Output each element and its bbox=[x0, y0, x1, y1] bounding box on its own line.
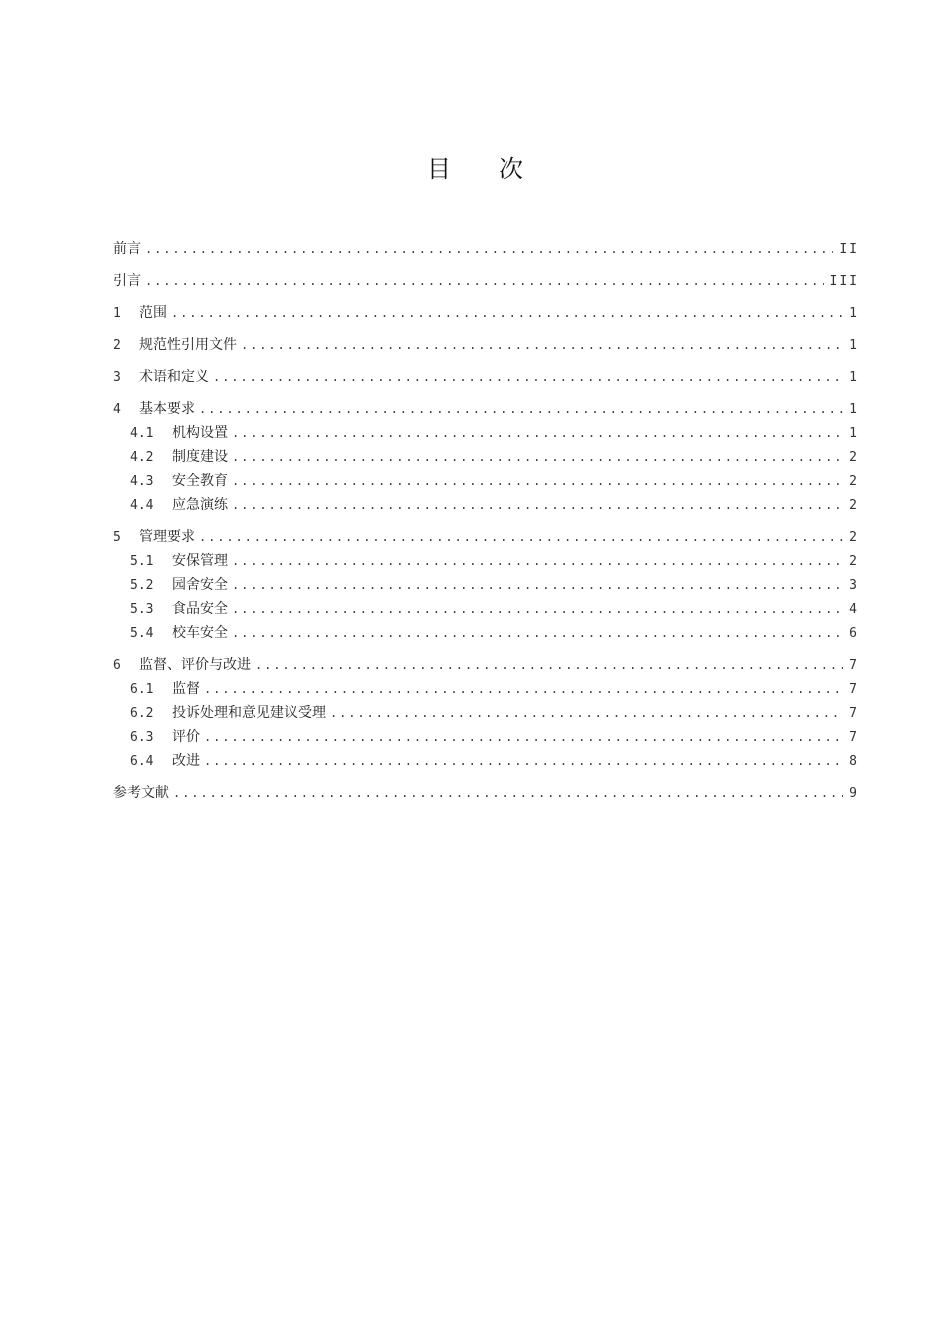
toc-dot-leader bbox=[241, 333, 843, 357]
toc-entry-label: 机构设置 bbox=[172, 425, 228, 441]
toc-entry-label: 管理要求 bbox=[139, 529, 195, 545]
toc-entry-label: 园舍安全 bbox=[172, 577, 228, 593]
toc-entry-page-number: 3 bbox=[849, 578, 859, 593]
toc-entry-page-number: 7 bbox=[849, 730, 859, 745]
toc-dot-leader bbox=[145, 237, 833, 261]
toc-dot-leader bbox=[213, 365, 843, 389]
toc-dot-leader bbox=[232, 445, 843, 469]
toc-entry-label: 应急演练 bbox=[172, 497, 228, 513]
toc-entry[interactable] bbox=[113, 301, 859, 325]
toc-entry[interactable] bbox=[113, 597, 859, 621]
toc-entry-number: 6.3 bbox=[130, 730, 154, 745]
toc-entry[interactable] bbox=[113, 781, 859, 805]
toc-entry-number: 6 bbox=[113, 658, 121, 673]
toc-entry-number: 4 bbox=[113, 402, 121, 417]
toc-entry-number: 5.3 bbox=[130, 602, 154, 617]
toc-entry[interactable] bbox=[113, 549, 859, 573]
toc-entry[interactable] bbox=[113, 469, 859, 493]
table-of-contents bbox=[113, 237, 859, 805]
toc-entry-number: 5.4 bbox=[130, 626, 154, 641]
toc-entry-page-number: 1 bbox=[849, 426, 859, 441]
toc-entry-label: 校车安全 bbox=[172, 625, 228, 641]
toc-entry-number: 4.2 bbox=[130, 450, 154, 465]
toc-entry-page-number: 7 bbox=[849, 658, 859, 673]
toc-entry-label: 监督 bbox=[172, 681, 200, 697]
toc-entry-page-number: 2 bbox=[849, 530, 859, 545]
toc-entry-label: 基本要求 bbox=[139, 401, 195, 417]
toc-entry[interactable] bbox=[113, 525, 859, 549]
toc-entry-number: 6.1 bbox=[130, 682, 154, 697]
toc-entry-page-number: III bbox=[829, 274, 859, 289]
toc-entry-label: 安全教育 bbox=[172, 473, 228, 489]
toc-entry-number: 5 bbox=[113, 530, 121, 545]
toc-entry[interactable] bbox=[113, 573, 859, 597]
toc-entry-page-number: 7 bbox=[849, 706, 859, 721]
toc-entry-label: 食品安全 bbox=[172, 601, 228, 617]
toc-entry-label: 参考文献 bbox=[113, 785, 169, 801]
toc-entry-label: 改进 bbox=[172, 753, 200, 769]
toc-entry-number: 1 bbox=[113, 306, 121, 321]
toc-entry-label: 制度建设 bbox=[172, 449, 228, 465]
toc-entry-page-number: 7 bbox=[849, 682, 859, 697]
toc-dot-leader bbox=[232, 493, 843, 517]
toc-entry[interactable] bbox=[113, 725, 859, 749]
toc-entry-page-number: 8 bbox=[849, 754, 859, 769]
toc-dot-leader bbox=[232, 597, 843, 621]
toc-entry-label: 安保管理 bbox=[172, 553, 228, 569]
toc-entry-number: 6.4 bbox=[130, 754, 154, 769]
toc-entry-number: 4.4 bbox=[130, 498, 154, 513]
toc-entry-label: 规范性引用文件 bbox=[139, 337, 237, 353]
toc-dot-leader bbox=[204, 677, 843, 701]
toc-dot-leader bbox=[255, 653, 843, 677]
toc-dot-leader bbox=[330, 701, 843, 725]
toc-entry-label: 监督、评价与改进 bbox=[139, 657, 251, 673]
toc-entry[interactable] bbox=[113, 421, 859, 445]
toc-entry-page-number: 9 bbox=[849, 786, 859, 801]
toc-entry[interactable] bbox=[113, 701, 859, 725]
toc-entry-number: 6.2 bbox=[130, 706, 154, 721]
toc-entry[interactable] bbox=[113, 749, 859, 773]
toc-entry-number: 4.1 bbox=[130, 426, 154, 441]
toc-entry-page-number: 2 bbox=[849, 474, 859, 489]
toc-entry-page-number: 1 bbox=[849, 306, 859, 321]
toc-dot-leader bbox=[145, 269, 824, 293]
toc-entry[interactable] bbox=[113, 493, 859, 517]
toc-entry[interactable] bbox=[113, 445, 859, 469]
toc-entry-page-number: 2 bbox=[849, 450, 859, 465]
toc-entry-label: 引言 bbox=[113, 273, 141, 289]
toc-entry-label: 投诉处理和意见建议受理 bbox=[172, 705, 326, 721]
toc-entry-page-number: 2 bbox=[849, 498, 859, 513]
toc-entry-page-number: II bbox=[839, 242, 859, 257]
toc-entry[interactable] bbox=[113, 653, 859, 677]
toc-dot-leader bbox=[173, 781, 843, 805]
toc-entry-number: 2 bbox=[113, 338, 121, 353]
toc-dot-leader bbox=[204, 749, 843, 773]
toc-entry-label: 前言 bbox=[113, 241, 141, 257]
toc-entry-number: 5.2 bbox=[130, 578, 154, 593]
toc-entry[interactable] bbox=[113, 365, 859, 389]
toc-entry-page-number: 2 bbox=[849, 554, 859, 569]
toc-entry-label: 范围 bbox=[139, 305, 167, 321]
toc-entry-page-number: 6 bbox=[849, 626, 859, 641]
toc-dot-leader bbox=[232, 621, 843, 645]
toc-dot-leader bbox=[232, 421, 843, 445]
page-title bbox=[0, 152, 950, 186]
toc-entry[interactable] bbox=[113, 333, 859, 357]
toc-entry[interactable] bbox=[113, 397, 859, 421]
toc-entry[interactable] bbox=[113, 237, 859, 261]
toc-entry-page-number: 1 bbox=[849, 338, 859, 353]
toc-entry-number: 4.3 bbox=[130, 474, 154, 489]
toc-entry[interactable] bbox=[113, 677, 859, 701]
toc-dot-leader bbox=[232, 573, 843, 597]
toc-entry-page-number: 4 bbox=[849, 602, 859, 617]
toc-dot-leader bbox=[199, 525, 843, 549]
toc-dot-leader bbox=[199, 397, 843, 421]
toc-dot-leader bbox=[232, 549, 843, 573]
toc-entry-label: 术语和定义 bbox=[139, 369, 209, 385]
title-char-left: 目 bbox=[427, 155, 451, 183]
title-char-right: 次 bbox=[499, 155, 523, 183]
toc-entry[interactable] bbox=[113, 269, 859, 293]
toc-dot-leader bbox=[171, 301, 843, 325]
toc-entry-label: 评价 bbox=[172, 729, 200, 745]
toc-entry-page-number: 1 bbox=[849, 402, 859, 417]
toc-entry-number: 5.1 bbox=[130, 554, 154, 569]
toc-entry-page-number: 1 bbox=[849, 370, 859, 385]
toc-entry[interactable] bbox=[113, 621, 859, 645]
toc-dot-leader bbox=[204, 725, 843, 749]
toc-dot-leader bbox=[232, 469, 843, 493]
toc-entry-number: 3 bbox=[113, 370, 121, 385]
